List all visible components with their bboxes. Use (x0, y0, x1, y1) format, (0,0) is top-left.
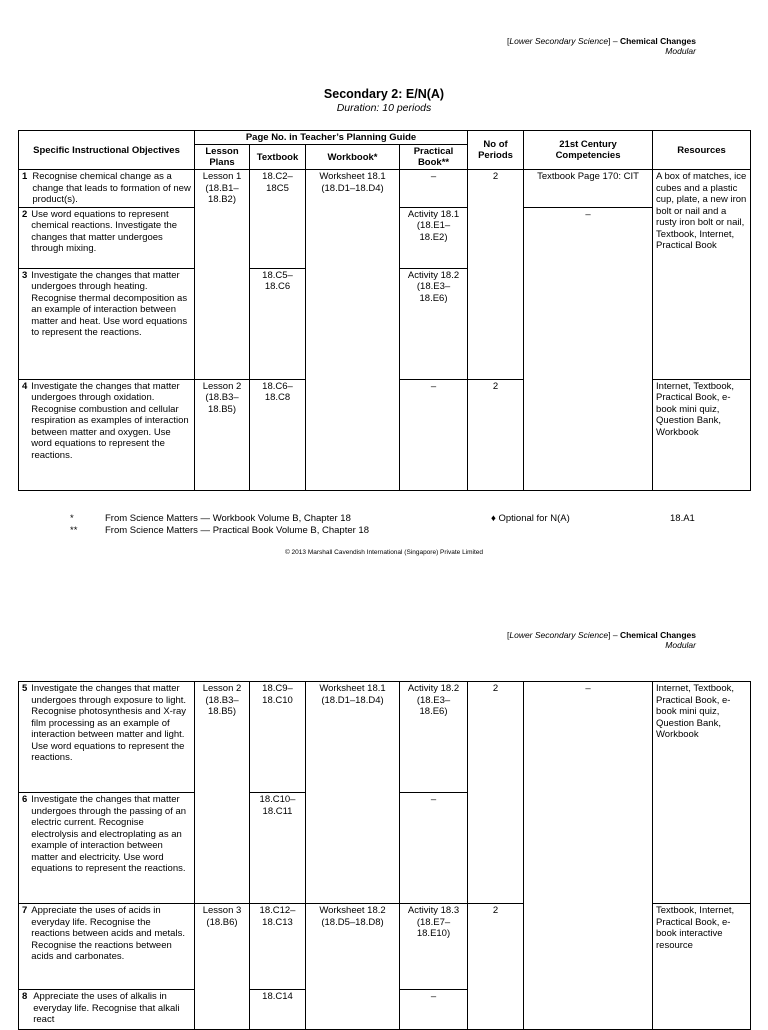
table-row (19, 170, 751, 208)
header-course: Lower Secondary Science (509, 36, 609, 46)
row-lesson: Lesson 2 (18.B3–18.B5) (195, 682, 250, 904)
page2-header: [Lower Secondary Science] – Chemical Changes Modular (506, 630, 696, 650)
row-workbook: Worksheet 18.1 (18.D1–18.D4) (306, 170, 400, 491)
row-objective: Appreciate the uses of acids in everyday life. Recognise the reactions between acids and metals. Recognise the reactions between acids and carbonates. (31, 905, 185, 962)
row-textbook: 18.C10–18.C11 (250, 793, 306, 904)
footnote-workbook (70, 513, 351, 525)
header-topic: Chemical Changes (619, 36, 696, 46)
row-number: 3 (22, 269, 28, 281)
copyright: © 2013 Marshall Cavendish International (Singapore) Private Limited (284, 549, 484, 556)
row-number: 6 (22, 794, 28, 805)
header-subtitle: Modular (665, 46, 696, 56)
row-workbook: Worksheet 18.2 (18.D5–18.D8) (306, 904, 400, 1030)
header-topic: Chemical Changes (619, 630, 696, 640)
row-competencies: Textbook Page 170: CIT (524, 170, 653, 208)
row-textbook: 18.C2–18C5 (250, 170, 306, 269)
row-competencies: – (524, 682, 653, 1030)
row-periods: 2 (468, 379, 524, 490)
row-objective: Recognise chemical change as a change that leads to formation of new product(s). (32, 171, 191, 205)
row-practical: – (400, 793, 468, 904)
row-practical: – (400, 170, 468, 208)
row-periods: 2 (468, 904, 524, 1030)
row-workbook: Worksheet 18.1 (18.D1–18.D4) (306, 682, 400, 904)
row-competencies: – (524, 207, 653, 490)
footnote-optional: ♦ Optional for N(A) (491, 513, 570, 524)
col-periods: No of Periods (468, 131, 524, 170)
col-resources: Resources (653, 131, 751, 170)
row-objective: Investigate the changes that matter undergoes through the passing of an electric current. Recognise electrolysis and electroplating as an example of interaction between matter and electricity. Use word equations to represent the reactions. (31, 794, 187, 874)
row-resources: Internet, Textbook, Practical Book, e-book mini quiz, Question Bank, Workbook (653, 379, 751, 490)
row-resources: A box of matches, ice cubes and a plastic cup, plate, a new iron bolt or nail and a rusty iron bolt or nail, Textbook, Internet, Practical Book (653, 170, 751, 380)
row-practical: Activity 18.1 (18.E1–18.E2) (400, 207, 468, 268)
col-objectives: Specific Instructional Objectives (19, 131, 195, 170)
page1-header: [Lower Secondary Science] – Chemical Changes Modular (506, 36, 696, 56)
row-practical: Activity 18.3 (18.E7–18.E10) (400, 904, 468, 990)
row-textbook: 18.C9–18.C10 (250, 682, 306, 793)
row-number: 2 (22, 208, 28, 220)
row-resources: Internet, Textbook, Practical Book, e-book mini quiz, Question Bank, Workbook (653, 682, 751, 904)
header-subtitle: Modular (665, 640, 696, 650)
row-textbook: 18.C12–18.C13 (250, 904, 306, 990)
row-periods: 2 (468, 170, 524, 380)
duration: Duration: 10 periods (336, 102, 432, 114)
footnote-mark: ** (70, 525, 78, 536)
row-textbook: 18.C6–18.C8 (250, 379, 306, 490)
row-objective: Use word equations to represent chemical reactions. Investigate the changes that matter undergoes through mixing. (31, 208, 178, 254)
page-title: Secondary 2: E/N(A) (323, 87, 445, 101)
table-row (19, 682, 751, 793)
row-objective: Investigate the changes that matter undergoes through exposure to light. Recognise photosynthesis and X-ray film processing as an example of interaction between matter and light. Use word equations to represent the reactions. (31, 683, 187, 763)
header-course: Lower Secondary Science (509, 630, 609, 640)
col-practical-book: Practical Book** (400, 145, 468, 170)
footnote-mark: * (70, 513, 74, 524)
planning-table-page1 (18, 130, 751, 491)
col-workbook: Workbook* (306, 145, 400, 170)
row-number: 1 (22, 171, 28, 182)
footnote-practical (70, 525, 369, 537)
row-objective: Appreciate the uses of alkalis in everyday life. Recognise that alkali react (33, 991, 180, 1025)
planning-table-page2 (18, 681, 751, 1030)
footnote-text: From Science Matters — Practical Book Volume B, Chapter 18 (105, 525, 369, 536)
row-practical: – (400, 379, 468, 490)
row-lesson: Lesson 1 (18.B1–18.B2) (195, 170, 250, 380)
row-practical: – (400, 990, 468, 1030)
row-practical: Activity 18.2 (18.E3–18.E6) (400, 268, 468, 379)
row-objective: Investigate the changes that matter undergoes through oxidation. Recognise combustion and cellular respiration as examples of interaction between matter and oxygen. Use word equations to represent the reactions. (31, 380, 189, 461)
row-resources: Textbook, Internet, Practical Book, e-book interactive resource (653, 904, 751, 1030)
col-page-group: Page No. in Teacher’s Planning Guide (195, 131, 468, 145)
row-textbook: 18.C14 (250, 990, 306, 1030)
row-lesson: Lesson 2 (18.B3–18.B5) (195, 379, 250, 490)
row-number: 8 (22, 991, 28, 1002)
row-lesson: Lesson 3 (18.B6) (195, 904, 250, 1030)
col-competencies: 21st Century Competencies (524, 131, 653, 170)
row-objective: Investigate the changes that matter undergoes through heating. Recognise thermal decomposition as an example of interaction between matter and heat. Use word equations to represent the reactions. (31, 269, 188, 338)
row-textbook: 18.C5–18.C6 (250, 268, 306, 379)
row-periods: 2 (468, 682, 524, 904)
col-textbook: Textbook (250, 145, 306, 170)
row-practical: Activity 18.2 (18.E3–18.E6) (400, 682, 468, 793)
page-code: 18.A1 (670, 513, 695, 524)
col-lesson-plans: Lesson Plans (195, 145, 250, 170)
row-number: 7 (22, 905, 28, 916)
row-number: 4 (22, 380, 28, 392)
row-number: 5 (22, 683, 28, 694)
footnote-text: From Science Matters — Workbook Volume B, Chapter 18 (105, 513, 351, 524)
